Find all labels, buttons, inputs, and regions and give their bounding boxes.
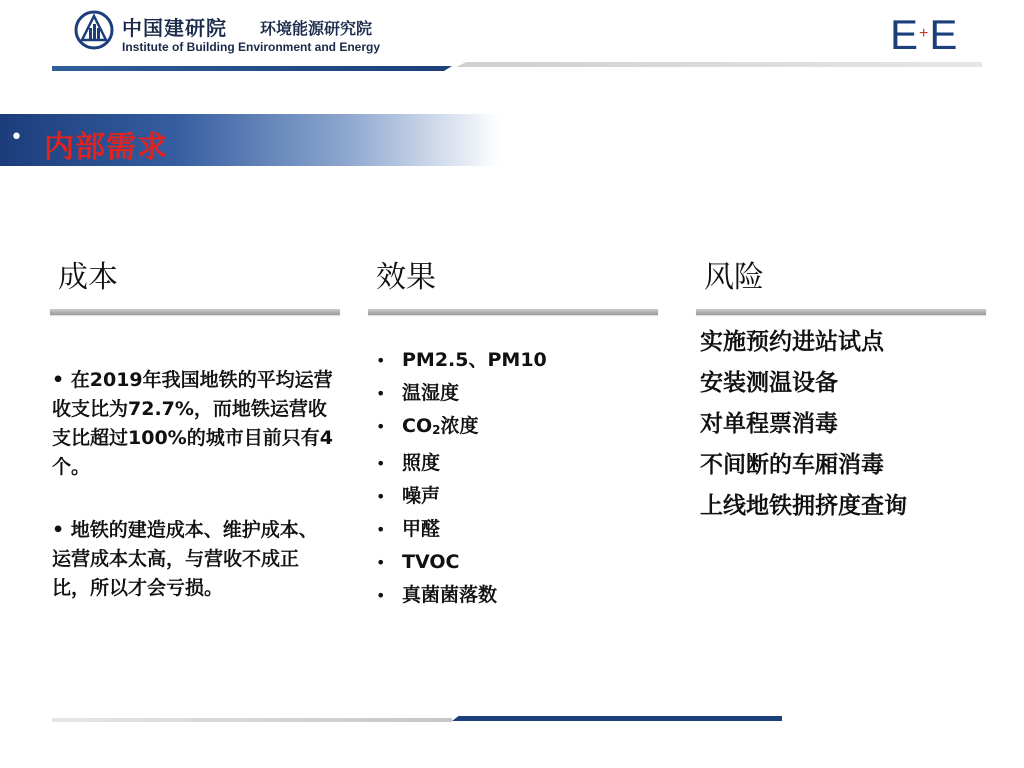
- effect-item: [376, 513, 547, 546]
- effect-item-label: 甲醛: [402, 518, 441, 540]
- effect-item: [376, 410, 547, 447]
- bullet-icon: •: [376, 586, 386, 605]
- bullet-icon: •: [376, 487, 386, 506]
- section-banner: [0, 114, 500, 166]
- effect-item-label: 噪声: [402, 485, 441, 507]
- institute-name-en: Institute of Building Environment and Energy: [122, 40, 381, 54]
- bullet-icon: •: [376, 520, 386, 539]
- effect-item: [376, 344, 547, 377]
- header-divider: [52, 62, 982, 70]
- cost-text: [52, 366, 334, 603]
- effect-item: [376, 480, 547, 513]
- column-heading-effect: 效果: [376, 260, 436, 295]
- effect-item-label: PM2.5、PM10: [402, 349, 547, 371]
- footer-divider: [52, 716, 782, 722]
- effect-item: [376, 447, 547, 480]
- institute-name-cn: 中国建研院: [122, 16, 227, 40]
- bullet-icon: •: [376, 384, 386, 403]
- bullet-icon: •: [376, 553, 386, 572]
- footer-divider-dark: [452, 716, 782, 721]
- effect-item: [376, 579, 547, 612]
- ee-logo-left: E: [890, 11, 919, 58]
- effect-item-label: 真菌菌落数: [402, 584, 498, 606]
- header-divider-dark: [52, 66, 452, 71]
- bullet-icon: •: [376, 454, 386, 473]
- institute-department-cn: 环境能源研究院: [260, 19, 373, 38]
- co2-subscript: 2: [432, 423, 441, 437]
- effect-item-label: TVOC: [402, 551, 460, 573]
- effect-item: [376, 546, 547, 579]
- effect-item-label: CO: [402, 415, 433, 437]
- ee-logo: [890, 12, 957, 61]
- header-divider-light: [456, 62, 982, 67]
- risk-item: 实施预约进站试点: [700, 329, 884, 355]
- cost-paragraph-1: • 在2019年我国地铁的平均运营收支比为72.7%，而地铁运营收支比超过100%的城市目前只有4个。: [52, 369, 333, 478]
- effect-item-label: 浓度: [440, 415, 479, 437]
- effect-item: [376, 377, 547, 410]
- institute-logo-icon: [72, 10, 116, 50]
- banner-bullet-icon: •: [10, 125, 23, 150]
- risk-item: 安装测温设备: [700, 370, 838, 396]
- footer-divider-light: [52, 718, 452, 722]
- risk-item: 上线地铁拥挤度查询: [700, 493, 907, 519]
- effect-item-label: 温湿度: [402, 382, 460, 404]
- column-divider-effect: [368, 309, 658, 315]
- bullet-icon: •: [376, 417, 386, 436]
- ee-logo-right: E: [929, 11, 958, 58]
- section-title: 内部需求: [44, 130, 168, 165]
- bullet-icon: •: [376, 351, 386, 370]
- cost-paragraph-2: • 地铁的建造成本、维护成本、运营成本太高，与营收不成正比，所以才会亏损。: [52, 519, 318, 599]
- risk-item: 对单程票消毒: [700, 411, 838, 437]
- column-divider-cost: [50, 309, 340, 315]
- effect-item-label: 照度: [402, 452, 441, 474]
- risk-list: [700, 322, 907, 527]
- column-divider-risk: [696, 309, 986, 315]
- risk-item: 不间断的车厢消毒: [700, 452, 884, 478]
- effect-list: [376, 344, 547, 612]
- column-heading-cost: 成本: [58, 260, 118, 295]
- ee-logo-plus: +: [919, 24, 929, 42]
- column-heading-risk: 风险: [704, 260, 764, 295]
